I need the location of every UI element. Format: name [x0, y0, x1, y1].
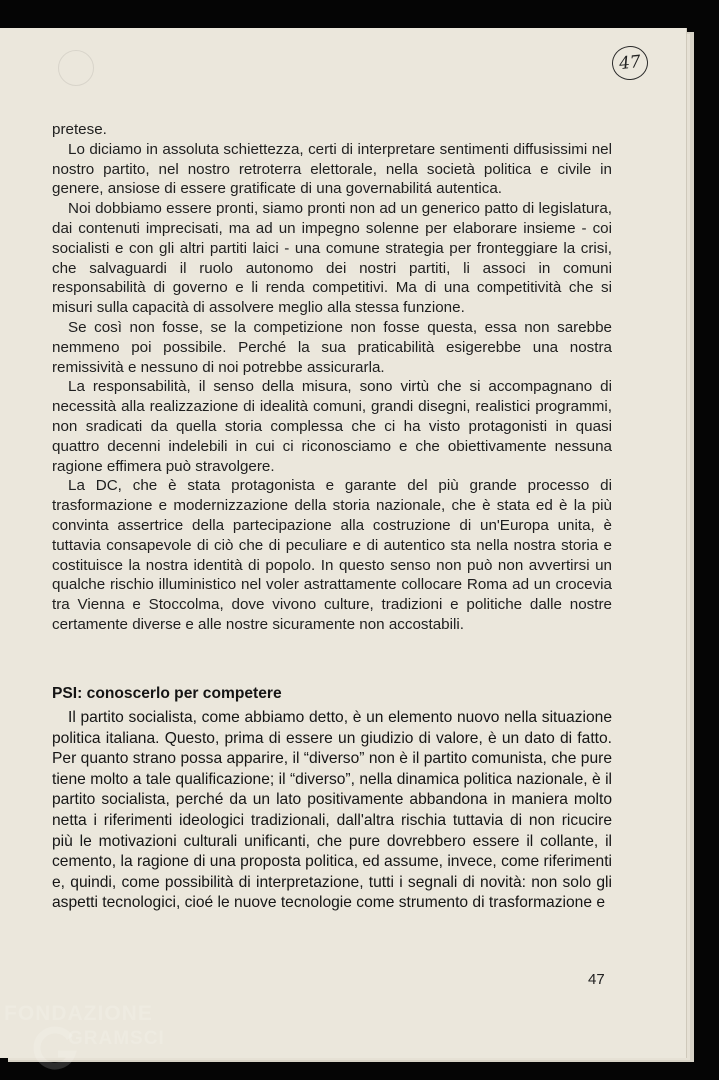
body-text-top: [52, 120, 612, 635]
paragraph: Noi dobbiamo essere pronti, siamo pronti non ad un generico patto di legislatura, dai contenuti imprecisati, ma ad un impegno solenne per elaborare insieme - coi socialisti e con gli altri partiti laici - una comune strategia per fronteggiare la crisi, che salvaguardi il ruolo autonomo dei nostri partiti, li associ in comuni responsabilità di governo e li renda competitivi. Ma di una competitività che si misuri sulla capacità di assolvere meglio alla stessa funzione.: [52, 200, 612, 317]
watermark-text-line1: FONDAZIONE: [4, 1002, 153, 1025]
paragraph: Se così non fosse, se la competizione non fosse questa, essa non sarebbe nemmeno poi possibile. Perché la sua praticabilità esigerebbe una nostra remissività e nessuno di noi potrebbe assicurarla.: [52, 318, 612, 376]
paragraph: pretese.: [52, 121, 107, 138]
paragraph: La responsabilità, il senso della misura, sono virtù che si accompagnano di necessità alla realizzazione di idealità comuni, grandi disegni, realistici programmi, non sradicati da quella storia complessa che ci ha visto protagonisti in quasi quattro decenni indelebili in cui ci riconosciamo e che obiettivamente nessuna ragione effimera può stravolgere.: [52, 378, 612, 475]
handwritten-page-number: 47: [610, 44, 649, 82]
paragraph: Lo diciamo in assoluta schiettezza, certi di interpretare sentimenti diffusissimi nel nostro partito, nel nostro retroterra elettorale, nella società politica e civile in genere, ansiose di essere gratificate di una governabilitá autentica.: [52, 140, 612, 198]
section-heading: PSI: conoscerlo per competere: [52, 685, 282, 702]
watermark: [4, 1002, 184, 1074]
document-page: [0, 28, 686, 1058]
page-number: 47: [588, 971, 605, 988]
faint-stamp-mark: [58, 50, 94, 86]
body-text-section: [52, 708, 612, 914]
paragraph: Il partito socialista, come abbiamo detto, è un elemento nuovo nella situazione politica italiana. Questo, prima di essere un giudizio di valore, è un dato di fatto. Per quanto strano possa apparire, il “diverso” non è il partito comunista, che pure tiene molto a tale qualificazione; il “diverso”, nella dinamica politica nazionale, è il partito socialista, perché da un lato positivamente abbandona in maniera molto netta i riferimenti ideologici tradizionali, dall'altra rischia tuttavia di non ricucire più le motivazioni culturali unificanti, che pure dovrebbero essere il collante, il cemento, la ragione di una proposta politica, ed assume, invece, come riferimenti e, quindi, come possibilità di interpretazione, tutti i segnali di novità: non solo gli aspetti tecnologici, cioé le nuove tecnologie come strumento di trasformazione e: [52, 709, 612, 912]
paragraph: La DC, che è stata protagonista e garante del più grande processo di trasformazione e modernizzazione della storia nazionale, che è stata ed è la più convinta assertrice della partecipazione alla costruzione di un'Europa unita, è tuttavia consapevole di ciò che di peculiare e di autentico sta nella nostra storia e costituisce la nostra identità di popolo. In questo senso non può non avvertirsi un qualche rischio illuministico nel voler astrattamente collocare Roma ad un crocevia tra Vienna e Stoccolma, dove vivono culture, tradizioni e politiche dalle nostre certamente diverse e alle nostre sicuramente non accostabili.: [52, 477, 612, 633]
watermark-text-line2: GRAMSCI: [68, 1028, 165, 1049]
